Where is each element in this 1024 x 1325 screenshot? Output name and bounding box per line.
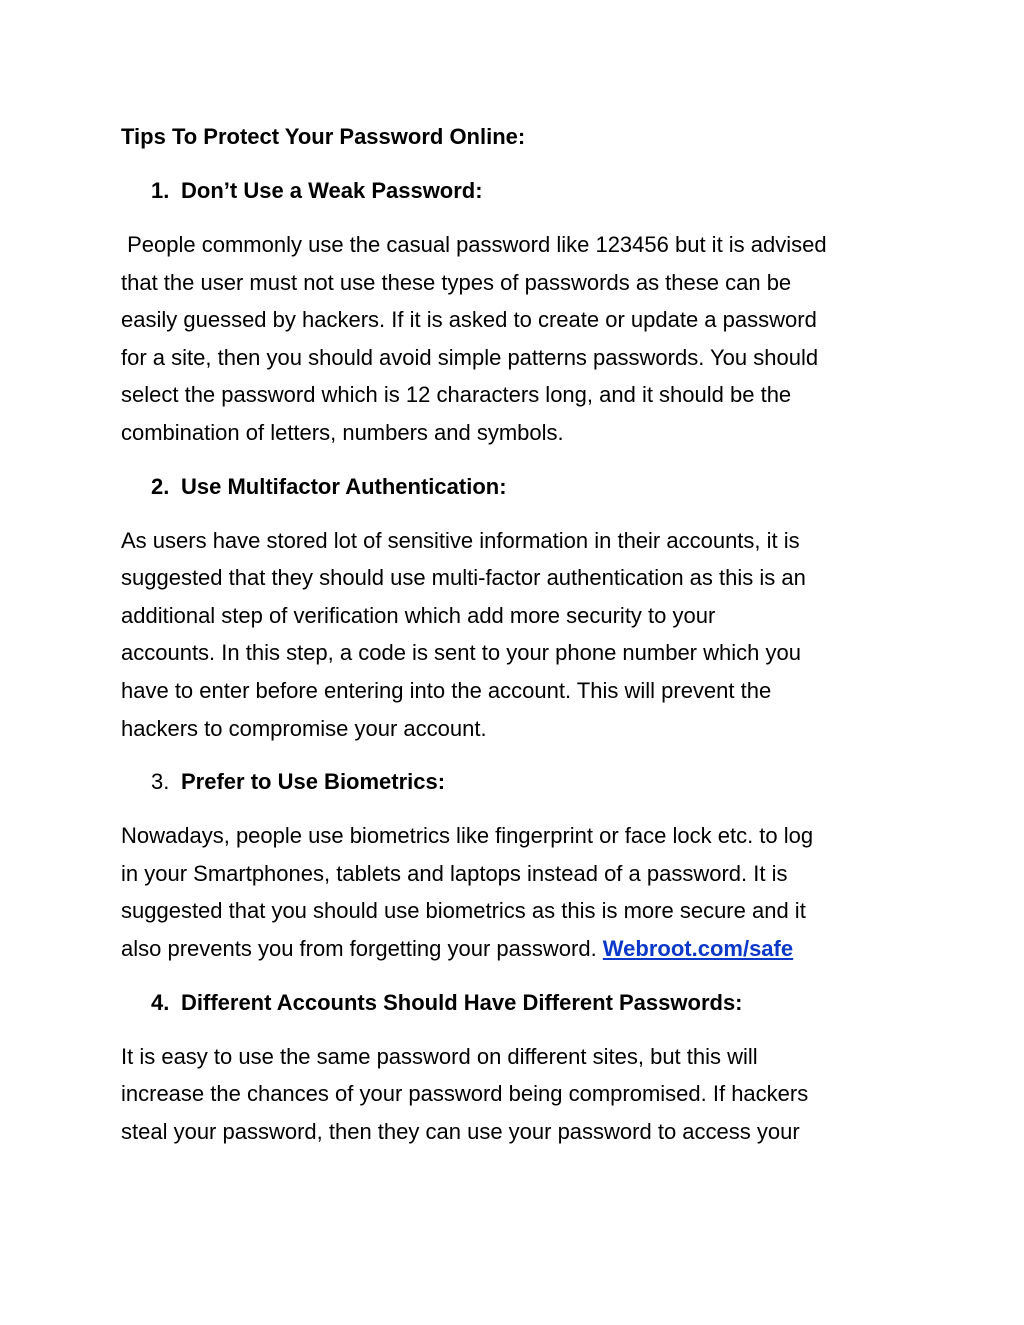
paragraph-line: in your Smartphones, tablets and laptops instead of a password. It is [121,860,788,886]
section-paragraph-1 [121,226,921,452]
paragraph-line: steal your password, then they can use your password to access your [121,1118,800,1144]
paragraph-line: easily guessed by hackers. If it is asked to create or update a password [121,307,817,333]
section-number-2: 2. [151,473,170,499]
webroot-link[interactable]: Webroot.com/safe [602,935,794,961]
paragraph-line: that the user must not use these types of passwords as these can be [121,269,792,295]
paragraph-line-with-link [121,930,921,968]
paragraph-line: increase the chances of your password being compromised. If hackers [121,1081,809,1107]
paragraph-line: have to enter before entering into the account. This will prevent the [121,677,772,703]
section-heading-text-3: Prefer to Use Biometrics: [181,769,446,795]
section-number-1: 1. [151,178,170,203]
section-paragraph-4 [121,1038,921,1151]
section-heading-3 [121,763,921,801]
paragraph-line: also prevents you from forgetting your password. [121,935,603,961]
paragraph-line: accounts. In this step, a code is sent to your phone number which you [121,640,801,666]
paragraph-line: hackers to compromise your account. [121,715,487,741]
section-number-4: 4. [151,989,170,1015]
paragraph-line: suggested that they should use multi-factor authentication as this is an [121,565,806,591]
paragraph-line: additional step of verification which add more security to your [121,602,716,628]
section-paragraph-3 [121,817,921,967]
paragraph-line: People commonly use the casual password like 123456 but it is advised [121,232,827,257]
paragraph-line: As users have stored lot of sensitive information in their accounts, it is [121,527,800,553]
paragraph-line: It is easy to use the same password on different sites, but this will [121,1043,758,1069]
section-heading-text-2: Use Multifactor Authentication: [181,473,507,499]
section-heading-1 [121,172,921,210]
section-heading-text-4: Different Accounts Should Have Different Passwords: [181,989,743,1015]
paragraph-line: for a site, then you should avoid simple patterns passwords. You should [121,344,819,370]
document-page [121,118,921,1166]
paragraph-line: combination of letters, numbers and symbols. [121,419,564,445]
document-title: Tips To Protect Your Password Online: [121,124,526,149]
paragraph-line: Nowadays, people use biometrics like fingerprint or face lock etc. to log [121,823,814,849]
section-paragraph-2 [121,522,921,748]
paragraph-line: suggested that you should use biometrics as this is more secure and it [121,898,806,924]
section-heading-2 [121,468,921,506]
section-number-3: 3. [151,769,170,795]
section-heading-text-1: Don’t Use a Weak Password: [181,178,483,203]
paragraph-line: select the password which is 12 characters long, and it should be the [121,382,792,408]
section-heading-4 [121,984,921,1022]
